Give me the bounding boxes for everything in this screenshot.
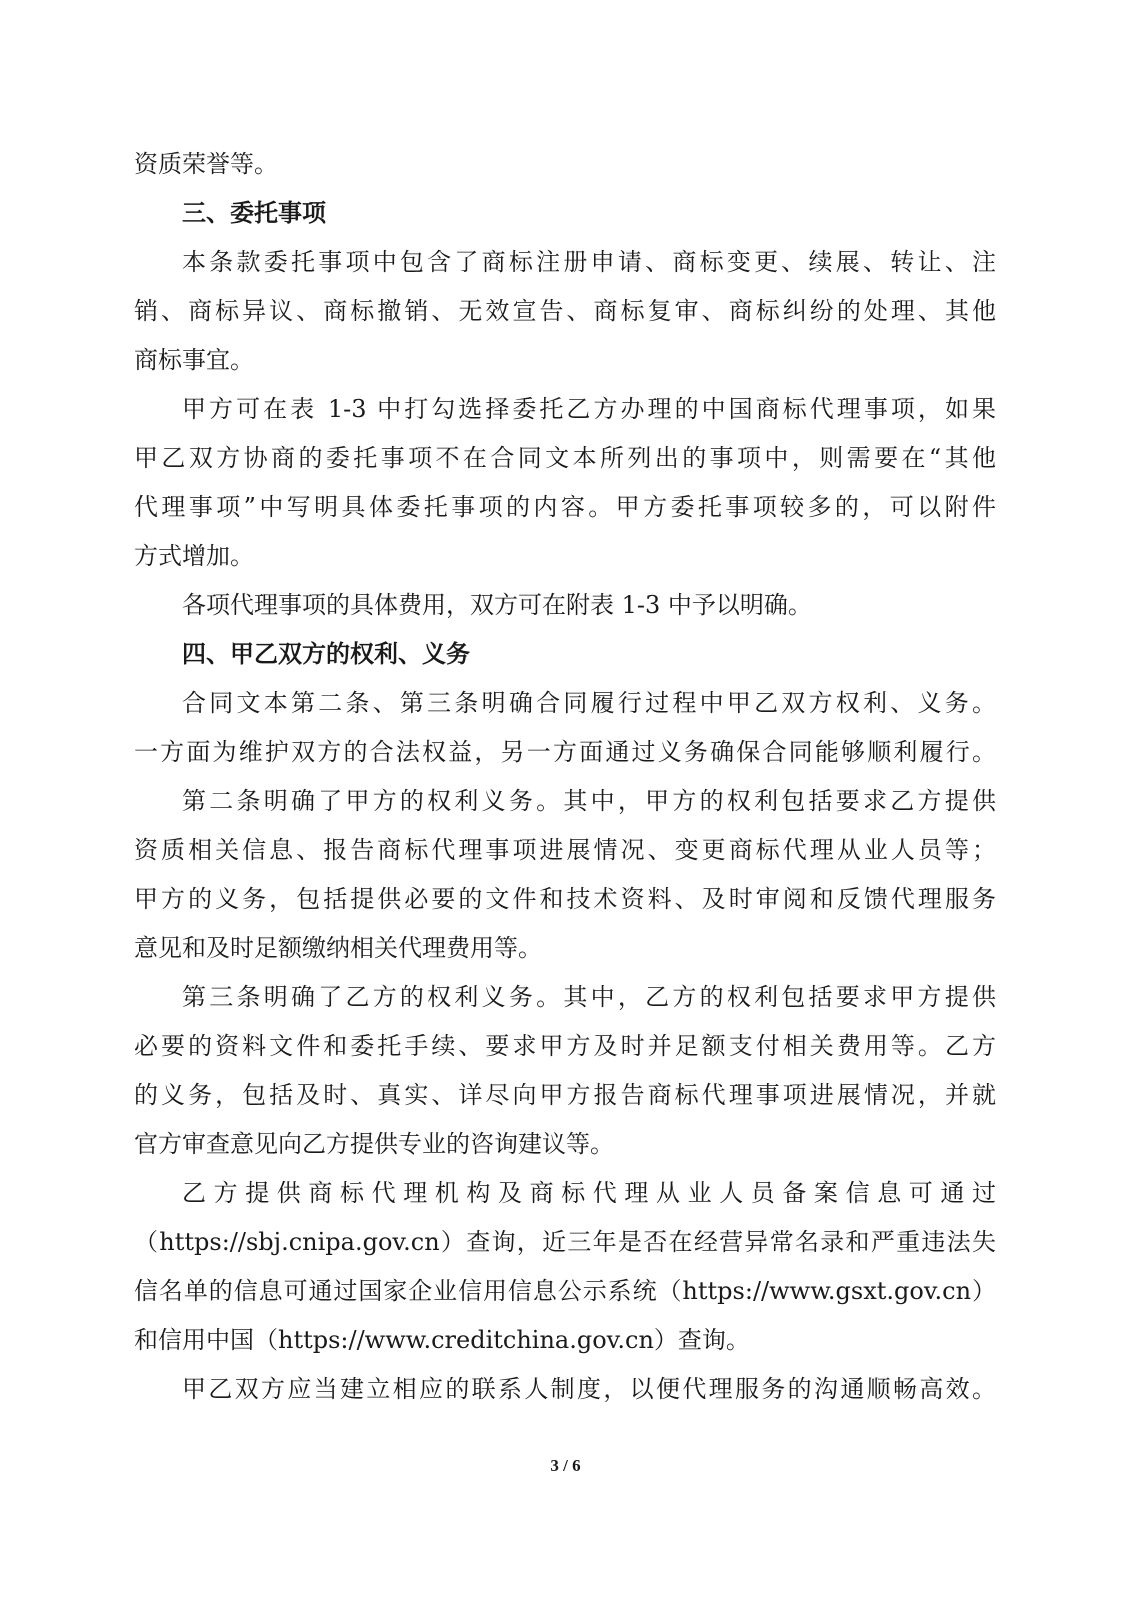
text-line: 信名单的信息可通过国家企业信用信息公示系统（https://www.gsxt.gov.cn） — [134, 1277, 996, 1305]
text-line: 甲方可在表 1-3 中打勾选择委托乙方办理的中国商标代理事项，如果 — [182, 395, 996, 423]
text-line: 方式增加。 — [134, 542, 254, 570]
text-line: 意见和及时足额缴纳相关代理费用等。 — [134, 934, 542, 962]
text-line: 销、商标异议、商标撤销、无效宣告、商标复审、商标纠纷的处理、其他 — [134, 297, 996, 325]
text-line: 合同文本第二条、第三条明确合同履行过程中甲乙双方权利、义务。 — [182, 689, 996, 717]
section-heading: 三、委托事项 — [182, 199, 326, 227]
text-line: 第三条明确了乙方的权利义务。其中，乙方的权利包括要求甲方提供 — [182, 983, 996, 1011]
text-line: 甲乙双方协商的委托事项不在合同文本所列出的事项中，则需要在“其他 — [134, 444, 996, 472]
text-line: 商标事宜。 — [134, 346, 254, 374]
text-line: 和信用中国（https://www.creditchina.gov.cn）查询。 — [134, 1326, 750, 1354]
text-line: 的义务，包括及时、真实、详尽向甲方报告商标代理事项进展情况，并就 — [134, 1081, 996, 1109]
text-line: 第二条明确了甲方的权利义务。其中，甲方的权利包括要求乙方提供 — [182, 787, 996, 815]
text-line: 一方面为维护双方的合法权益，另一方面通过义务确保合同能够顺利履行。 — [134, 738, 996, 766]
text-line: 官方审查意见向乙方提供专业的咨询建议等。 — [134, 1130, 614, 1158]
text-line: 各项代理事项的具体费用，双方可在附表 1-3 中予以明确。 — [182, 591, 812, 619]
text-line: 甲乙双方应当建立相应的联系人制度，以便代理服务的沟通顺畅高效。 — [182, 1375, 996, 1403]
text-line: 资质荣誉等。 — [134, 150, 278, 178]
section-heading: 四、甲乙双方的权利、义务 — [182, 640, 470, 668]
text-line: 资质相关信息、报告商标代理事项进展情况、变更商标代理从业人员等； — [134, 836, 996, 864]
text-line: 本条款委托事项中包含了商标注册申请、商标变更、续展、转让、注 — [182, 248, 996, 276]
text-line: 必要的资料文件和委托手续、要求甲方及时并足额支付相关费用等。乙方 — [134, 1032, 996, 1060]
text-line: 乙方提供商标代理机构及商标代理从业人员备案信息可通过 — [182, 1179, 996, 1207]
text-line: （https://sbj.cnipa.gov.cn）查询，近三年是否在经营异常名录和严重违法失 — [134, 1228, 996, 1256]
page-number: 3 / 6 — [550, 1456, 581, 1475]
text-line: 甲方的义务，包括提供必要的文件和技术资料、及时审阅和反馈代理服务 — [134, 885, 996, 913]
text-line: 代理事项”中写明具体委托事项的内容。甲方委托事项较多的，可以附件 — [134, 493, 996, 521]
document-body — [134, 140, 996, 1414]
